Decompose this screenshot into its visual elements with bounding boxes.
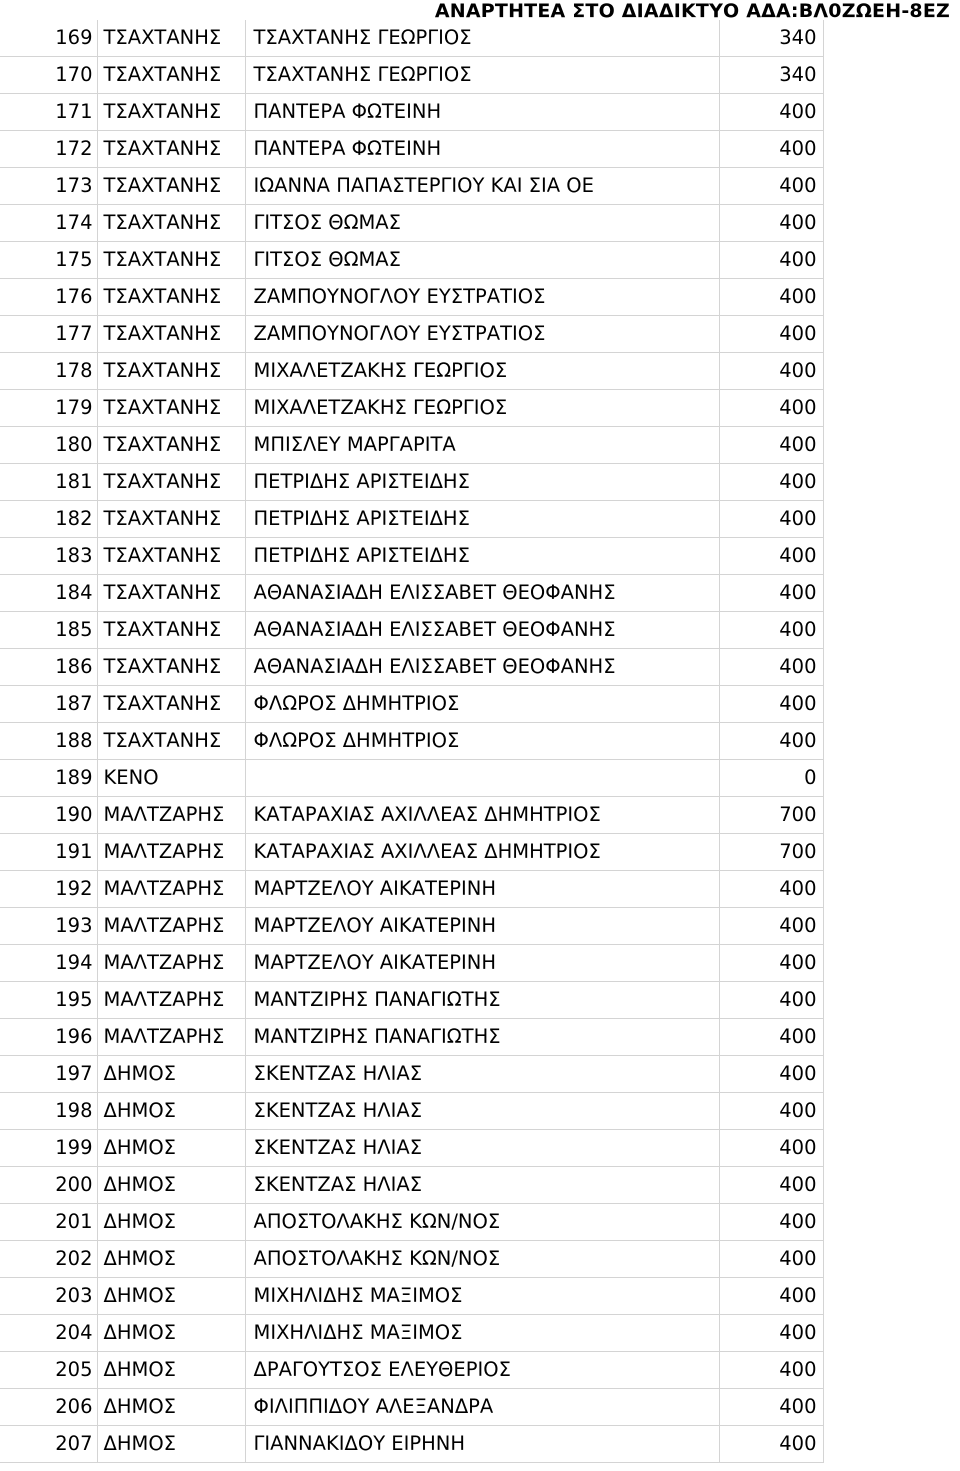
municipality-cell: ΔΗΜΟΣ xyxy=(97,1130,245,1167)
beneficiary-name-cell: ΓΙΑΝΝΑΚΙΔΟΥ ΕΙΡΗΝΗ xyxy=(245,1426,719,1463)
municipality-cell: ΔΗΜΟΣ xyxy=(97,1426,245,1463)
amount-cell: 400 xyxy=(719,168,823,205)
amount-cell: 400 xyxy=(719,649,823,686)
row-number-cell: 202 xyxy=(0,1241,97,1278)
row-number-cell: 196 xyxy=(0,1019,97,1056)
beneficiary-name-cell: ΑΘΑΝΑΣΙΑΔΗ ΕΛΙΣΣΑΒΕΤ ΘΕΟΦΑΝΗΣ xyxy=(245,649,719,686)
table-row xyxy=(0,464,823,501)
amount-cell: 0 xyxy=(719,760,823,797)
beneficiary-name-cell: ΖΑΜΠΟΥΝΟΓΛΟΥ ΕΥΣΤΡΑΤΙΟΣ xyxy=(245,279,719,316)
table-row xyxy=(0,1019,823,1056)
row-number-cell: 194 xyxy=(0,945,97,982)
row-number-cell: 182 xyxy=(0,501,97,538)
beneficiary-name-cell: ΑΠΟΣΤΟΛΑΚΗΣ ΚΩΝ/ΝΟΣ xyxy=(245,1241,719,1278)
municipality-cell: ΤΣΑΧΤΑΝΗΣ xyxy=(97,242,245,279)
amount-cell: 700 xyxy=(719,797,823,834)
amount-cell: 400 xyxy=(719,464,823,501)
amount-cell: 400 xyxy=(719,538,823,575)
municipality-cell: ΚΕΝΟ xyxy=(97,760,245,797)
payments-table xyxy=(0,20,824,1463)
row-number-cell: 191 xyxy=(0,834,97,871)
table-row xyxy=(0,1093,823,1130)
table-row xyxy=(0,834,823,871)
table-row xyxy=(0,205,823,242)
amount-cell: 340 xyxy=(719,57,823,94)
table-row xyxy=(0,908,823,945)
municipality-cell: ΔΗΜΟΣ xyxy=(97,1389,245,1426)
municipality-cell: ΜΑΛΤΖΑΡΗΣ xyxy=(97,982,245,1019)
row-number-cell: 174 xyxy=(0,205,97,242)
municipality-cell: ΤΣΑΧΤΑΝΗΣ xyxy=(97,20,245,57)
row-number-cell: 200 xyxy=(0,1167,97,1204)
municipality-cell: ΔΗΜΟΣ xyxy=(97,1352,245,1389)
row-number-cell: 206 xyxy=(0,1389,97,1426)
beneficiary-name-cell: ΣΚΕΝΤΖΑΣ ΗΛΙΑΣ xyxy=(245,1130,719,1167)
row-number-cell: 186 xyxy=(0,649,97,686)
row-number-cell: 207 xyxy=(0,1426,97,1463)
beneficiary-name-cell: ΜΑΡΤΖΕΛΟΥ ΑΙΚΑΤΕΡΙΝΗ xyxy=(245,945,719,982)
beneficiary-name-cell: ΔΡΑΓΟΥΤΣΟΣ ΕΛΕΥΘΕΡΙΟΣ xyxy=(245,1352,719,1389)
amount-cell: 400 xyxy=(719,575,823,612)
row-number-cell: 192 xyxy=(0,871,97,908)
table-row xyxy=(0,1278,823,1315)
beneficiary-name-cell: ΤΣΑΧΤΑΝΗΣ ΓΕΩΡΓΙΟΣ xyxy=(245,20,719,57)
municipality-cell: ΤΣΑΧΤΑΝΗΣ xyxy=(97,575,245,612)
amount-cell: 400 xyxy=(719,1278,823,1315)
row-number-cell: 173 xyxy=(0,168,97,205)
amount-cell: 400 xyxy=(719,205,823,242)
municipality-cell: ΔΗΜΟΣ xyxy=(97,1093,245,1130)
beneficiary-name-cell: ΦΙΛΙΠΠΙΔΟΥ ΑΛΕΞΑΝΔΡΑ xyxy=(245,1389,719,1426)
row-number-cell: 172 xyxy=(0,131,97,168)
amount-cell: 400 xyxy=(719,686,823,723)
amount-cell: 400 xyxy=(719,131,823,168)
beneficiary-name-cell: ΖΑΜΠΟΥΝΟΓΛΟΥ ΕΥΣΤΡΑΤΙΟΣ xyxy=(245,316,719,353)
table-row xyxy=(0,57,823,94)
municipality-cell: ΔΗΜΟΣ xyxy=(97,1241,245,1278)
row-number-cell: 195 xyxy=(0,982,97,1019)
beneficiary-name-cell: ΦΛΩΡΟΣ ΔΗΜΗΤΡΙΟΣ xyxy=(245,686,719,723)
table-row xyxy=(0,575,823,612)
beneficiary-name-cell: ΠΑΝΤΕΡΑ ΦΩΤΕΙΝΗ xyxy=(245,94,719,131)
beneficiary-name-cell: ΜΑΝΤΖΙΡΗΣ ΠΑΝΑΓΙΩΤΗΣ xyxy=(245,1019,719,1056)
amount-cell: 400 xyxy=(719,871,823,908)
amount-cell: 400 xyxy=(719,353,823,390)
table-row xyxy=(0,1167,823,1204)
table-row xyxy=(0,1130,823,1167)
table-row xyxy=(0,760,823,797)
row-number-cell: 178 xyxy=(0,353,97,390)
table-row xyxy=(0,797,823,834)
table-row xyxy=(0,982,823,1019)
table-row xyxy=(0,168,823,205)
table-row xyxy=(0,94,823,131)
beneficiary-name-cell: ΠΕΤΡΙΔΗΣ ΑΡΙΣΤΕΙΔΗΣ xyxy=(245,501,719,538)
table-row xyxy=(0,945,823,982)
row-number-cell: 185 xyxy=(0,612,97,649)
row-number-cell: 171 xyxy=(0,94,97,131)
table-body xyxy=(0,20,823,1463)
beneficiary-name-cell: ΜΑΝΤΖΙΡΗΣ ΠΑΝΑΓΙΩΤΗΣ xyxy=(245,982,719,1019)
municipality-cell: ΤΣΑΧΤΑΝΗΣ xyxy=(97,612,245,649)
municipality-cell: ΤΣΑΧΤΑΝΗΣ xyxy=(97,279,245,316)
table-row xyxy=(0,353,823,390)
row-number-cell: 189 xyxy=(0,760,97,797)
amount-cell: 400 xyxy=(719,1204,823,1241)
amount-cell: 400 xyxy=(719,982,823,1019)
amount-cell: 400 xyxy=(719,390,823,427)
municipality-cell: ΤΣΑΧΤΑΝΗΣ xyxy=(97,168,245,205)
municipality-cell: ΜΑΛΤΖΑΡΗΣ xyxy=(97,908,245,945)
municipality-cell: ΤΣΑΧΤΑΝΗΣ xyxy=(97,131,245,168)
table-row xyxy=(0,390,823,427)
beneficiary-name-cell: ΣΚΕΝΤΖΑΣ ΗΛΙΑΣ xyxy=(245,1056,719,1093)
amount-cell: 400 xyxy=(719,94,823,131)
table-row xyxy=(0,723,823,760)
municipality-cell: ΤΣΑΧΤΑΝΗΣ xyxy=(97,57,245,94)
amount-cell: 400 xyxy=(719,945,823,982)
municipality-cell: ΤΣΑΧΤΑΝΗΣ xyxy=(97,205,245,242)
amount-cell: 400 xyxy=(719,242,823,279)
municipality-cell: ΤΣΑΧΤΑΝΗΣ xyxy=(97,501,245,538)
beneficiary-name-cell: ΠΕΤΡΙΔΗΣ ΑΡΙΣΤΕΙΔΗΣ xyxy=(245,464,719,501)
amount-cell: 400 xyxy=(719,1167,823,1204)
amount-cell: 400 xyxy=(719,1093,823,1130)
beneficiary-name-cell: ΠΕΤΡΙΔΗΣ ΑΡΙΣΤΕΙΔΗΣ xyxy=(245,538,719,575)
row-number-cell: 180 xyxy=(0,427,97,464)
amount-cell: 400 xyxy=(719,1389,823,1426)
municipality-cell: ΔΗΜΟΣ xyxy=(97,1278,245,1315)
table-row xyxy=(0,1352,823,1389)
row-number-cell: 190 xyxy=(0,797,97,834)
beneficiary-name-cell: ΑΘΑΝΑΣΙΑΔΗ ΕΛΙΣΣΑΒΕΤ ΘΕΟΦΑΝΗΣ xyxy=(245,575,719,612)
beneficiary-name-cell: ΓΙΤΣΟΣ ΘΩΜΑΣ xyxy=(245,205,719,242)
beneficiary-name-cell: ΚΑΤΑΡΑΧΙΑΣ ΑΧΙΛΛΕΑΣ ΔΗΜΗΤΡΙΟΣ xyxy=(245,834,719,871)
municipality-cell: ΜΑΛΤΖΑΡΗΣ xyxy=(97,834,245,871)
table-row xyxy=(0,1204,823,1241)
amount-cell: 400 xyxy=(719,1019,823,1056)
amount-cell: 400 xyxy=(719,723,823,760)
table-row xyxy=(0,1426,823,1463)
municipality-cell: ΜΑΛΤΖΑΡΗΣ xyxy=(97,945,245,982)
amount-cell: 700 xyxy=(719,834,823,871)
beneficiary-name-cell: ΜΙΧΑΛΕΤΖΑΚΗΣ ΓΕΩΡΓΙΟΣ xyxy=(245,353,719,390)
beneficiary-name-cell: ΠΑΝΤΕΡΑ ΦΩΤΕΙΝΗ xyxy=(245,131,719,168)
beneficiary-name-cell: ΜΙΧΑΛΕΤΖΑΚΗΣ ΓΕΩΡΓΙΟΣ xyxy=(245,390,719,427)
municipality-cell: ΔΗΜΟΣ xyxy=(97,1204,245,1241)
amount-cell: 400 xyxy=(719,1241,823,1278)
beneficiary-name-cell: ΜΙΧΗΛΙΔΗΣ ΜΑΞΙΜΟΣ xyxy=(245,1315,719,1352)
row-number-cell: 175 xyxy=(0,242,97,279)
amount-cell: 400 xyxy=(719,908,823,945)
table-row xyxy=(0,538,823,575)
beneficiary-name-cell: ΚΑΤΑΡΑΧΙΑΣ ΑΧΙΛΛΕΑΣ ΔΗΜΗΤΡΙΟΣ xyxy=(245,797,719,834)
table-row xyxy=(0,242,823,279)
table-row xyxy=(0,131,823,168)
municipality-cell: ΜΑΛΤΖΑΡΗΣ xyxy=(97,871,245,908)
amount-cell: 400 xyxy=(719,427,823,464)
row-number-cell: 193 xyxy=(0,908,97,945)
municipality-cell: ΤΣΑΧΤΑΝΗΣ xyxy=(97,686,245,723)
beneficiary-name-cell: ΙΩΑΝΝΑ ΠΑΠΑΣΤΕΡΓΙΟΥ ΚΑΙ ΣΙΑ ΟΕ xyxy=(245,168,719,205)
municipality-cell: ΤΣΑΧΤΑΝΗΣ xyxy=(97,538,245,575)
amount-cell: 400 xyxy=(719,1352,823,1389)
amount-cell: 400 xyxy=(719,612,823,649)
table-row xyxy=(0,686,823,723)
table-row xyxy=(0,1315,823,1352)
municipality-cell: ΤΣΑΧΤΑΝΗΣ xyxy=(97,353,245,390)
amount-cell: 400 xyxy=(719,1426,823,1463)
row-number-cell: 188 xyxy=(0,723,97,760)
amount-cell: 400 xyxy=(719,1315,823,1352)
amount-cell: 400 xyxy=(719,1056,823,1093)
row-number-cell: 169 xyxy=(0,20,97,57)
table-row xyxy=(0,1241,823,1278)
table-row xyxy=(0,649,823,686)
row-number-cell: 204 xyxy=(0,1315,97,1352)
row-number-cell: 199 xyxy=(0,1130,97,1167)
municipality-cell: ΤΣΑΧΤΑΝΗΣ xyxy=(97,94,245,131)
beneficiary-name-cell: ΣΚΕΝΤΖΑΣ ΗΛΙΑΣ xyxy=(245,1093,719,1130)
municipality-cell: ΤΣΑΧΤΑΝΗΣ xyxy=(97,316,245,353)
beneficiary-name-cell: ΜΠΙΣΛΕΥ ΜΑΡΓΑΡΙΤΑ xyxy=(245,427,719,464)
amount-cell: 400 xyxy=(719,1130,823,1167)
municipality-cell: ΤΣΑΧΤΑΝΗΣ xyxy=(97,390,245,427)
amount-cell: 400 xyxy=(719,279,823,316)
amount-cell: 400 xyxy=(719,316,823,353)
row-number-cell: 203 xyxy=(0,1278,97,1315)
table-row xyxy=(0,501,823,538)
table-row xyxy=(0,1389,823,1426)
table-row xyxy=(0,427,823,464)
row-number-cell: 201 xyxy=(0,1204,97,1241)
row-number-cell: 179 xyxy=(0,390,97,427)
table-row xyxy=(0,20,823,57)
beneficiary-name-cell: ΑΘΑΝΑΣΙΑΔΗ ΕΛΙΣΣΑΒΕΤ ΘΕΟΦΑΝΗΣ xyxy=(245,612,719,649)
table-row xyxy=(0,316,823,353)
row-number-cell: 205 xyxy=(0,1352,97,1389)
amount-cell: 340 xyxy=(719,20,823,57)
table-row xyxy=(0,279,823,316)
beneficiary-name-cell xyxy=(245,760,719,797)
municipality-cell: ΤΣΑΧΤΑΝΗΣ xyxy=(97,649,245,686)
beneficiary-name-cell: ΜΑΡΤΖΕΛΟΥ ΑΙΚΑΤΕΡΙΝΗ xyxy=(245,908,719,945)
municipality-cell: ΔΗΜΟΣ xyxy=(97,1315,245,1352)
beneficiary-name-cell: ΣΚΕΝΤΖΑΣ ΗΛΙΑΣ xyxy=(245,1167,719,1204)
row-number-cell: 183 xyxy=(0,538,97,575)
table-row xyxy=(0,612,823,649)
row-number-cell: 187 xyxy=(0,686,97,723)
row-number-cell: 181 xyxy=(0,464,97,501)
ada-header: ΑΝΑΡΤΗΤΕΑ ΣΤΟ ΔΙΑΔΙΚΤΥΟ ΑΔΑ:ΒΛ0ΖΩΕΗ-8ΕΖ xyxy=(434,0,950,22)
row-number-cell: 170 xyxy=(0,57,97,94)
municipality-cell: ΤΣΑΧΤΑΝΗΣ xyxy=(97,723,245,760)
beneficiary-name-cell: ΜΑΡΤΖΕΛΟΥ ΑΙΚΑΤΕΡΙΝΗ xyxy=(245,871,719,908)
municipality-cell: ΜΑΛΤΖΑΡΗΣ xyxy=(97,797,245,834)
municipality-cell: ΔΗΜΟΣ xyxy=(97,1167,245,1204)
table-row xyxy=(0,871,823,908)
municipality-cell: ΔΗΜΟΣ xyxy=(97,1056,245,1093)
row-number-cell: 184 xyxy=(0,575,97,612)
row-number-cell: 177 xyxy=(0,316,97,353)
amount-cell: 400 xyxy=(719,501,823,538)
beneficiary-name-cell: ΜΙΧΗΛΙΔΗΣ ΜΑΞΙΜΟΣ xyxy=(245,1278,719,1315)
municipality-cell: ΤΣΑΧΤΑΝΗΣ xyxy=(97,464,245,501)
beneficiary-name-cell: ΦΛΩΡΟΣ ΔΗΜΗΤΡΙΟΣ xyxy=(245,723,719,760)
row-number-cell: 198 xyxy=(0,1093,97,1130)
table-row xyxy=(0,1056,823,1093)
municipality-cell: ΜΑΛΤΖΑΡΗΣ xyxy=(97,1019,245,1056)
beneficiary-name-cell: ΑΠΟΣΤΟΛΑΚΗΣ ΚΩΝ/ΝΟΣ xyxy=(245,1204,719,1241)
beneficiary-name-cell: ΤΣΑΧΤΑΝΗΣ ΓΕΩΡΓΙΟΣ xyxy=(245,57,719,94)
row-number-cell: 176 xyxy=(0,279,97,316)
municipality-cell: ΤΣΑΧΤΑΝΗΣ xyxy=(97,427,245,464)
beneficiary-name-cell: ΓΙΤΣΟΣ ΘΩΜΑΣ xyxy=(245,242,719,279)
row-number-cell: 197 xyxy=(0,1056,97,1093)
